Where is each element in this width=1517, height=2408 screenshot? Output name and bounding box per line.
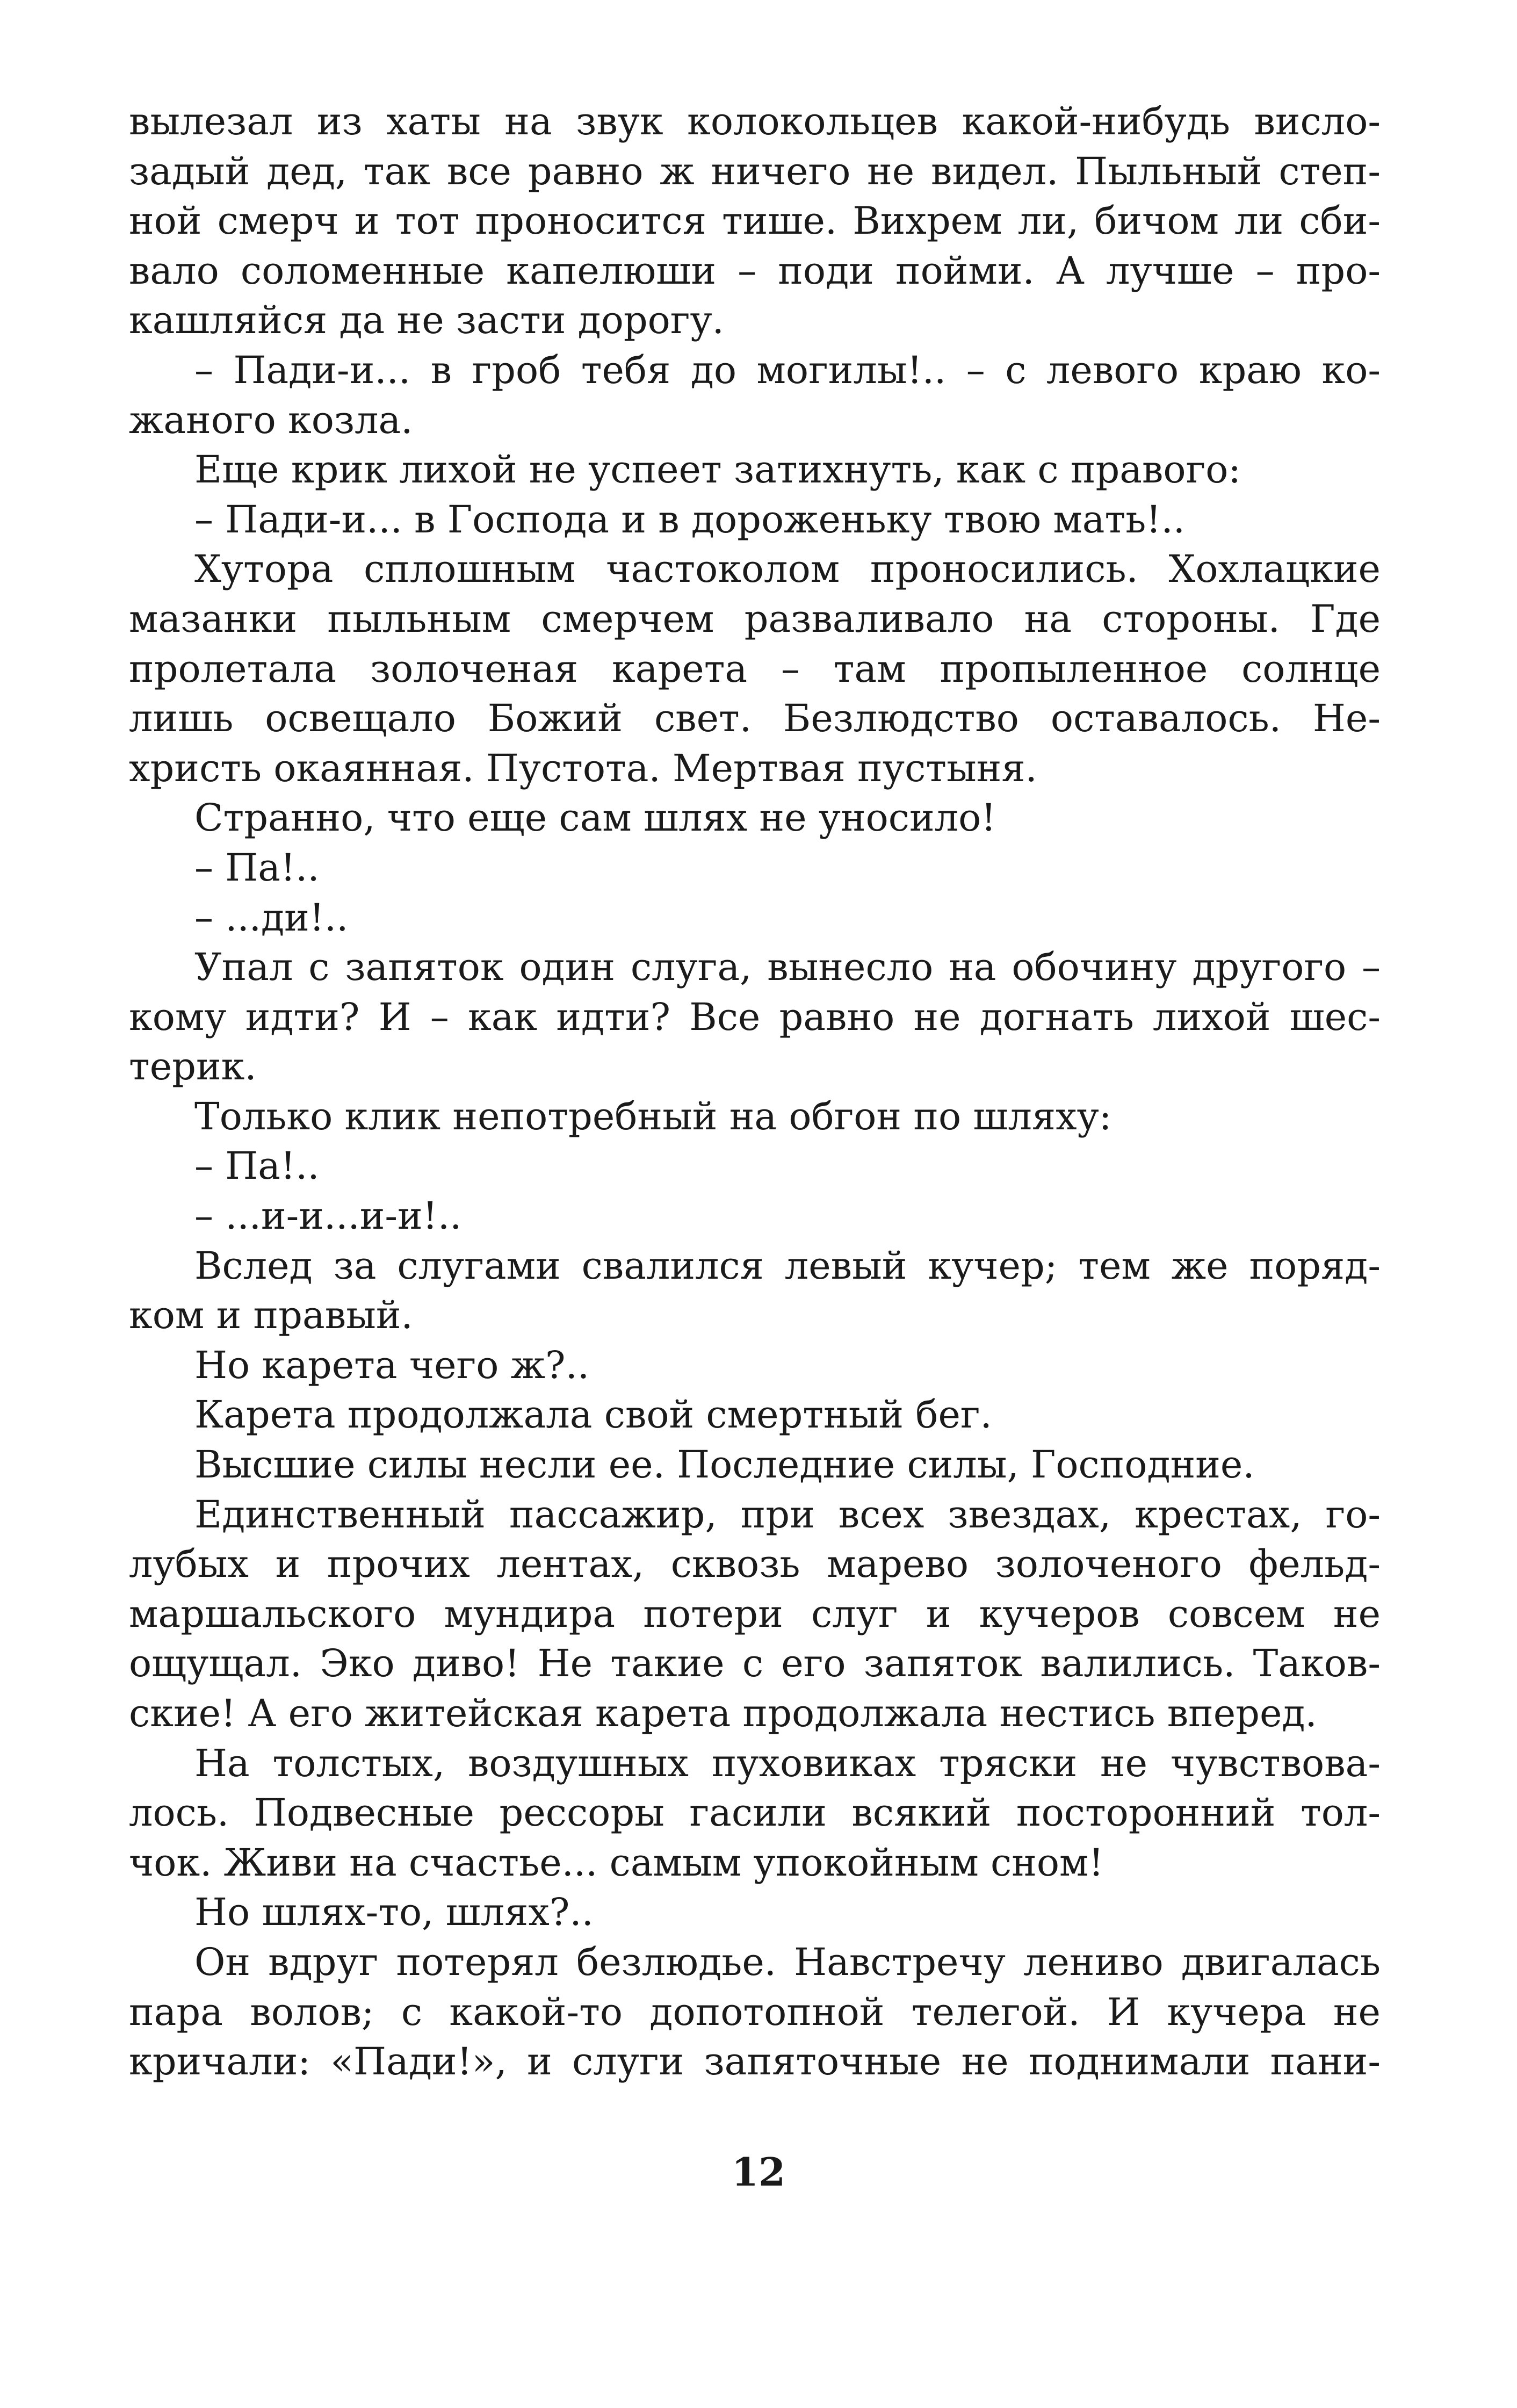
text-line: кому идти? И – как идти? Все равно не догнать лихой шес- bbox=[129, 994, 1381, 1039]
text-line: Только клик непотребный на обгон по шляху: bbox=[194, 1094, 1112, 1138]
text-line: лось. Подвесные рессоры гасили всякий посторонний тол- bbox=[129, 1791, 1381, 1835]
text-line: ощущал. Эко диво! Не такие с его запяток валились. Таков- bbox=[129, 1641, 1381, 1686]
text-line: кричали: «Пади!», и слуги запяточные не поднимали пани- bbox=[129, 2039, 1381, 2084]
text-line: – Па!.. bbox=[194, 1144, 320, 1188]
text-line: вылезал из хаты на звук колокольцев какой-нибудь висло- bbox=[129, 99, 1381, 143]
text-line: жаного козла. bbox=[129, 398, 413, 442]
text-line: Единственный пассажир, при всех звездах, крестах, го- bbox=[194, 1492, 1381, 1537]
text-line: Хутора сплошным частоколом проносились. Хохлацкие bbox=[194, 547, 1381, 592]
text-line: На толстых, воздушных пуховиках тряски не чувствова- bbox=[194, 1741, 1381, 1785]
page-text-body bbox=[129, 97, 1381, 2087]
text-line: ские! А его житейская карета продолжала нестись вперед. bbox=[129, 1691, 1317, 1735]
text-line: ной смерч и тот проносится тише. Вихрем ли, бичом ли сби- bbox=[129, 199, 1381, 243]
text-line: маршальского мундира потери слуг и кучеров совсем не bbox=[129, 1591, 1381, 1636]
text-line: Высшие силы несли ее. Последние силы, Господние. bbox=[194, 1443, 1255, 1487]
text-line: Упал с запяток один слуга, вынесло на обочину другого – bbox=[194, 945, 1381, 990]
text-line: ком и правый. bbox=[129, 1293, 413, 1338]
text-line: – Пади-и... в гроб тебя до могилы!.. – с левого краю ко- bbox=[194, 348, 1381, 392]
text-line: Но шлях-то, шлях?.. bbox=[194, 1890, 594, 1935]
text-line: Еще крик лихой не успеет затихнуть, как с правого: bbox=[194, 448, 1241, 492]
text-line: вало соломенные капелюши – поди пойми. А лучше – про- bbox=[129, 248, 1381, 293]
text-line: чок. Живи на счастье... самым упокойным сном! bbox=[129, 1840, 1104, 1885]
text-line: мазанки пыльным смерчем разваливало на стороны. Где bbox=[129, 596, 1381, 641]
page-number: 12 bbox=[731, 2149, 786, 2195]
text-line: Странно, что еще сам шлях не уносило! bbox=[194, 796, 996, 840]
text-line: Вслед за слугами свалился левый кучер; тем же поряд- bbox=[194, 1243, 1381, 1288]
text-line: лубых и прочих лентах, сквозь марево золоченого фельд- bbox=[129, 1542, 1381, 1587]
text-line: Он вдруг потерял безлюдье. Навстречу лениво двигалась bbox=[194, 1940, 1381, 1984]
text-line: терик. bbox=[129, 1044, 257, 1089]
text-line: – ...ди!.. bbox=[194, 895, 349, 940]
text-line: задый дед, так все равно ж ничего не видел. Пыльный степ- bbox=[129, 149, 1381, 193]
text-line: – Па!.. bbox=[194, 845, 320, 890]
text-line: Карета продолжала свой смертный бег. bbox=[194, 1393, 992, 1437]
text-line: – ...и-и...и-и!.. bbox=[194, 1194, 462, 1238]
text-line: кашляйся да не засти дорогу. bbox=[129, 298, 724, 343]
text-line: пролетала золоченая карета – там пропыленное солнце bbox=[129, 646, 1381, 691]
text-line: лишь освещало Божий свет. Безлюдство оставалось. Не- bbox=[129, 696, 1381, 741]
text-line: пара волов; с какой-то допотопной телегой. И кучера не bbox=[129, 1989, 1381, 2034]
text-line: христь окаянная. Пустота. Мертвая пустыня. bbox=[129, 746, 1037, 790]
text-line: – Пади-и... в Господа и в дороженьку твою мать!.. bbox=[194, 497, 1185, 542]
text-line: Но карета чего ж?.. bbox=[194, 1343, 590, 1387]
